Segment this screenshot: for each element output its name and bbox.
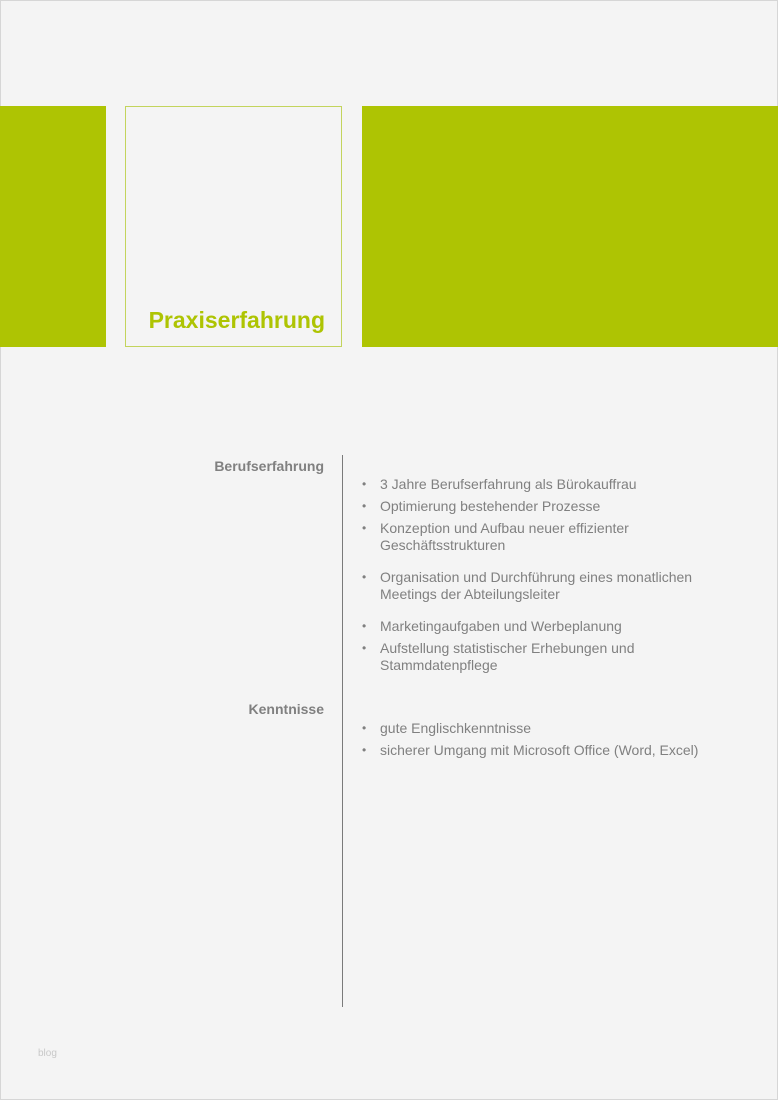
bullet-icon: • xyxy=(362,619,367,633)
list-item: • Marketingaufgaben und Werbeplanung xyxy=(362,618,622,634)
list-item: • Optimierung bestehender Prozesse xyxy=(362,498,601,514)
list-item: • Konzeption und Aufbau neuer effizienter Geschäftsstrukturen xyxy=(362,520,629,553)
accent-band-right xyxy=(362,106,778,347)
berufserfahrung-list xyxy=(362,476,742,674)
list-item: • Aufstellung statistischer Erhebungen und Stammdatenpflege xyxy=(362,640,635,673)
bullet-icon: • xyxy=(362,477,367,491)
list-item: • sicherer Umgang mit Microsoft Office (Word, Excel) xyxy=(362,742,699,758)
list-item: • Organisation und Durchführung eines monatlichen Meetings der Abteilungsleiter xyxy=(362,569,693,602)
page-title: Praxiserfahrung xyxy=(148,307,325,333)
accent-band-left xyxy=(0,106,106,347)
section-label-berufserfahrung: Berufserfahrung xyxy=(214,458,324,474)
footer-watermark: blog xyxy=(38,1048,57,1059)
bullet-icon: • xyxy=(362,721,367,735)
bullet-icon: • xyxy=(362,499,367,513)
kenntnisse-list xyxy=(362,720,742,759)
section-label-kenntnisse: Kenntnisse xyxy=(248,701,324,717)
bullet-icon: • xyxy=(362,521,367,535)
list-item: • 3 Jahre Berufserfahrung als Bürokauffrau xyxy=(362,476,637,492)
title-box xyxy=(125,106,342,347)
bullet-icon: • xyxy=(362,570,367,584)
bullet-icon: • xyxy=(362,743,367,757)
bullet-icon: • xyxy=(362,641,367,655)
list-item: • gute Englischkenntnisse xyxy=(362,720,531,736)
vertical-divider xyxy=(342,455,343,1007)
